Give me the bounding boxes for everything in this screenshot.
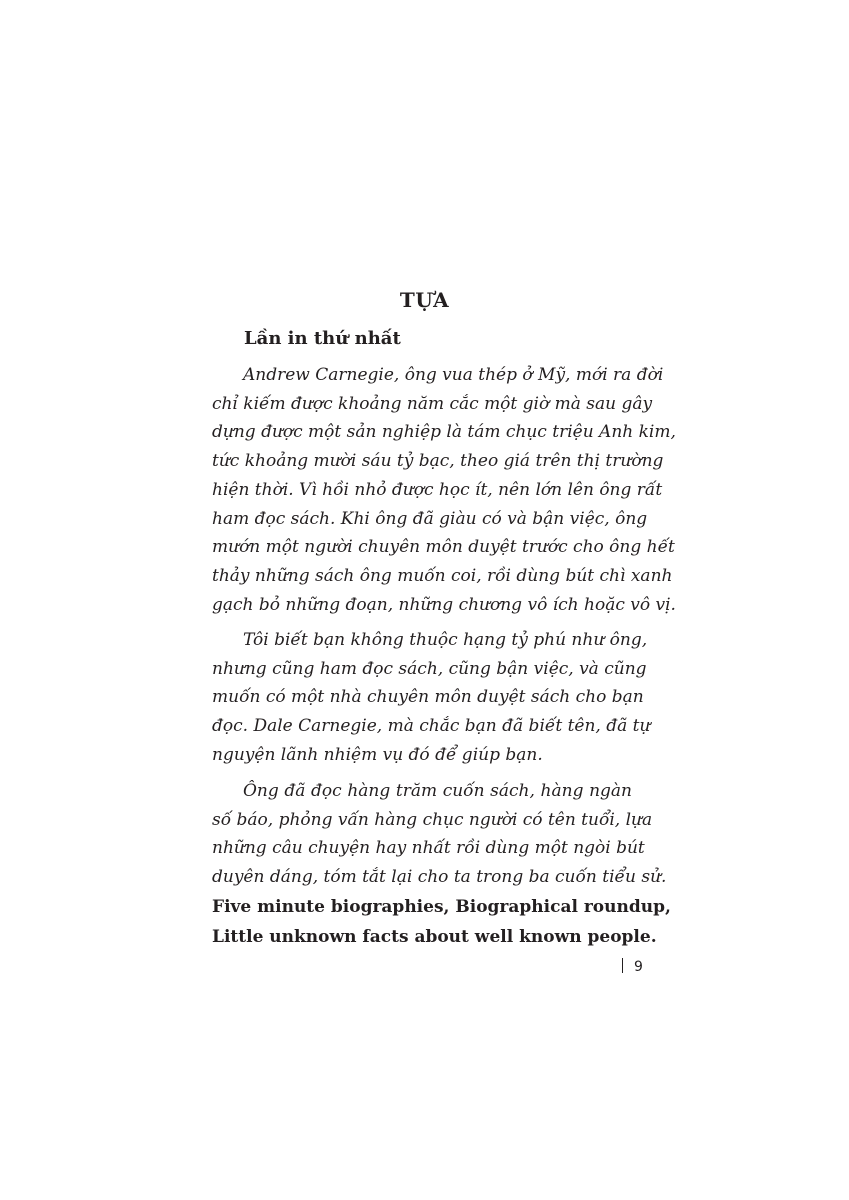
book-title-line: Little unknown facts about well known people. [212,927,657,947]
page-number-value: 9 [634,959,643,975]
text-line: tức khoảng mười sáu tỷ bạc, theo giá trên thị trường [212,451,664,472]
text-line: những câu chuyện hay nhất rồi dùng một ngòi bút [212,838,645,859]
text-line: hiện thời. Vì hồi nhỏ được học ít, nên lớn lên ông rất [212,479,663,500]
text-line: gạch bỏ những đoạn, những chương vô ích hoặc vô vị. [212,594,676,615]
book-titles [212,892,671,952]
book-title-line: Five minute biographies, Biographical roundup, [212,897,671,917]
text-line: số báo, phỏng vấn hàng chục người có tên tuổi, lựa [212,809,653,830]
text-line: muốn có một nhà chuyên môn duyệt sách cho bạn [212,687,644,708]
text-line: đọc. Dale Carnegie, mà chắc bạn đã biết tên, đã tự [212,716,651,737]
page-number-divider [622,958,623,973]
text-line: Andrew Carnegie, ông vua thép ở Mỹ, mới ra đời [243,365,664,385]
text-line: nhưng cũng ham đọc sách, cũng bận việc, và cũng [212,658,647,679]
text-line: Ông đã đọc hàng trăm cuốn sách, hàng ngàn [243,781,632,801]
text-line: duyên dáng, tóm tắt lại cho ta trong ba cuốn tiểu sử. [212,867,667,888]
text-line: dựng được một sản nghiệp là tám chục triệu Anh kim, [212,422,676,443]
page-title: TỰA [399,288,450,312]
section-subtitle: Lần in thứ nhất [244,328,401,349]
paragraph-2 [212,626,651,770]
paragraph-3 [212,777,667,892]
paragraph-1 [212,361,676,619]
text-line: chỉ kiếm được khoảng năm cắc một giờ mà sau gây [212,393,653,414]
text-line: thảy những sách ông muốn coi, rồi dùng bút chì xanh [212,565,673,586]
text-line: mướn một người chuyên môn duyệt trước cho ông hết [212,537,675,558]
page-number [622,958,643,975]
text-line: ham đọc sách. Khi ông đã giàu có và bận việc, ông [212,508,648,529]
text-line: Tôi biết bạn không thuộc hạng tỷ phú như ông, [243,630,648,650]
text-line: nguyện lãnh nhiệm vụ đó để giúp bạn. [212,744,543,765]
